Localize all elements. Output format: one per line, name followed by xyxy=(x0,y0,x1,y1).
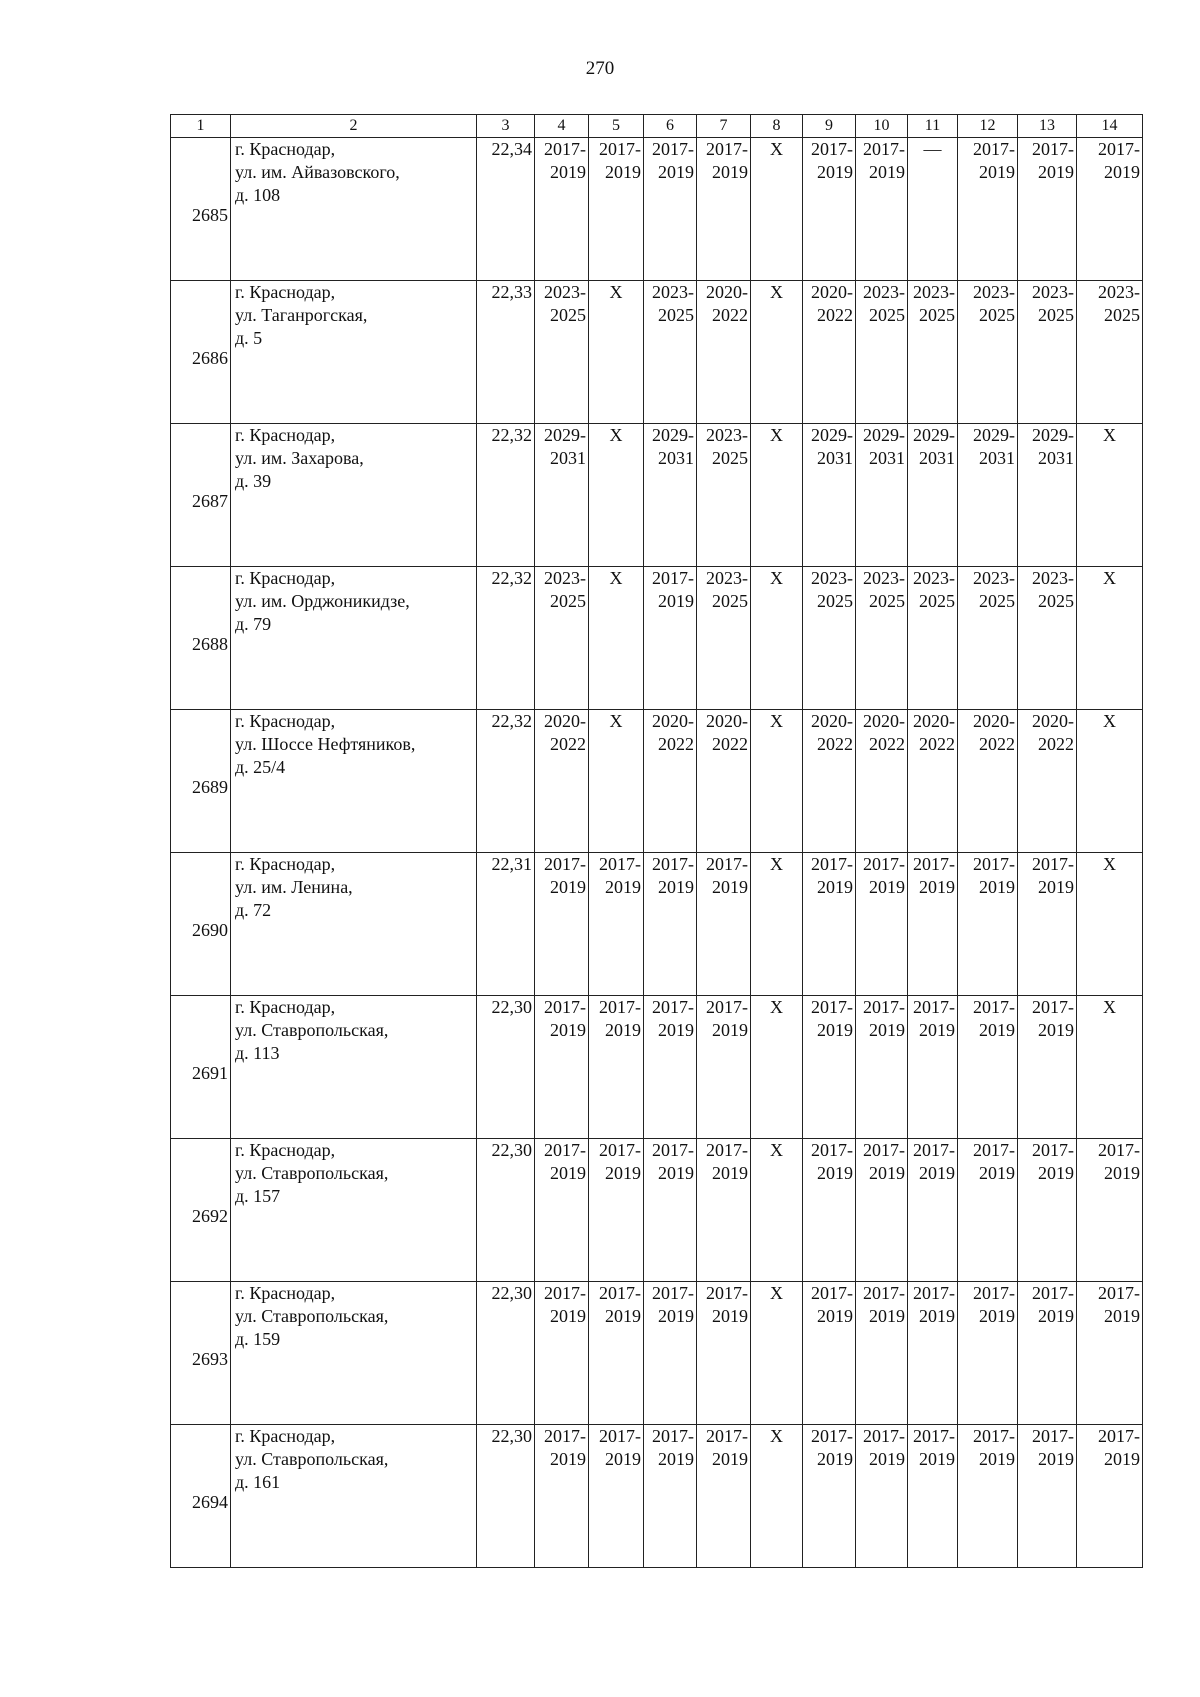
period-value-cell: 2023- 2025 xyxy=(697,567,751,710)
address-line: г. Краснодар, xyxy=(235,997,336,1017)
period-value-cell: 2017- 2019 xyxy=(908,1139,958,1282)
period-value-cell: 2017- 2019 xyxy=(697,853,751,996)
period-value-cell: 2017- 2019 xyxy=(535,138,589,281)
period-value-cell: 2017- 2019 xyxy=(958,1425,1018,1568)
period-value-cell: 2017- 2019 xyxy=(908,996,958,1139)
address-line: д. 108 xyxy=(235,185,281,205)
period-value-cell: 2029- 2031 xyxy=(535,424,589,567)
area-value-cell: 22,30 xyxy=(477,1282,535,1425)
period-value-cell: 2017- 2019 xyxy=(803,1425,856,1568)
row-number-cell xyxy=(171,853,231,996)
period-value-cell: 2023- 2025 xyxy=(644,281,697,424)
period-value-cell: 2017- 2019 xyxy=(908,1425,958,1568)
period-value-cell: 2017- 2019 xyxy=(958,138,1018,281)
period-value-cell: Х xyxy=(1077,567,1143,710)
address-cell xyxy=(231,710,477,853)
address-line: ул. им. Айвазовского, xyxy=(235,162,400,182)
address-line: г. Краснодар, xyxy=(235,1426,336,1446)
column-header: 10 xyxy=(856,115,908,138)
period-value-cell: 2017- 2019 xyxy=(644,996,697,1139)
period-value-cell: 2017- 2019 xyxy=(856,138,908,281)
area-value-cell: 22,30 xyxy=(477,996,535,1139)
row-number: 2693 xyxy=(192,1348,228,1369)
row-number-cell xyxy=(171,996,231,1139)
period-value-cell: 2017- 2019 xyxy=(1018,1425,1077,1568)
area-value-cell: 22,34 xyxy=(477,138,535,281)
table-row xyxy=(171,1425,1143,1568)
period-value-cell: 2017- 2019 xyxy=(856,996,908,1139)
period-value-cell: 2017- 2019 xyxy=(697,1139,751,1282)
period-value-cell: 2017- 2019 xyxy=(1018,996,1077,1139)
address-cell xyxy=(231,1282,477,1425)
period-value-cell: 2017- 2019 xyxy=(644,567,697,710)
page-number: 270 xyxy=(585,58,615,79)
column-header: 1 xyxy=(171,115,231,138)
address-cell xyxy=(231,281,477,424)
period-value-cell: — xyxy=(908,138,958,281)
period-value-cell: 2017- 2019 xyxy=(1077,1139,1143,1282)
column-header: 7 xyxy=(697,115,751,138)
period-value-cell: 2017- 2019 xyxy=(589,1139,644,1282)
area-value-cell: 22,32 xyxy=(477,567,535,710)
period-value-cell: 2017- 2019 xyxy=(697,138,751,281)
period-value-cell: 2023- 2025 xyxy=(908,567,958,710)
period-value-cell: Х xyxy=(589,710,644,853)
address-line: д. 72 xyxy=(235,900,272,920)
period-value-cell: 2017- 2019 xyxy=(856,1139,908,1282)
period-value-cell: 2017- 2019 xyxy=(589,1282,644,1425)
period-value-cell: 2023- 2025 xyxy=(1018,567,1077,710)
period-value-cell: 2017- 2019 xyxy=(535,996,589,1139)
period-value-cell: 2017- 2019 xyxy=(535,1282,589,1425)
period-value-cell: 2017- 2019 xyxy=(697,1425,751,1568)
period-value-cell: 2020- 2022 xyxy=(908,710,958,853)
period-value-cell: 2020- 2022 xyxy=(535,710,589,853)
row-number: 2694 xyxy=(192,1491,228,1512)
period-value-cell: 2017- 2019 xyxy=(697,996,751,1139)
column-header: 8 xyxy=(751,115,803,138)
period-value-cell: 2023- 2025 xyxy=(697,424,751,567)
area-value-cell: 22,32 xyxy=(477,424,535,567)
period-value-cell: 2017- 2019 xyxy=(644,1425,697,1568)
table-row xyxy=(171,138,1143,281)
period-value-cell: 2017- 2019 xyxy=(1077,1425,1143,1568)
address-line: д. 113 xyxy=(235,1043,280,1063)
address-line: г. Краснодар, xyxy=(235,568,336,588)
row-number: 2690 xyxy=(192,919,228,940)
period-value-cell: 2017- 2019 xyxy=(856,853,908,996)
row-number: 2686 xyxy=(192,347,228,368)
column-header: 5 xyxy=(589,115,644,138)
period-value-cell: 2023- 2025 xyxy=(803,567,856,710)
period-value-cell: 2017- 2019 xyxy=(589,138,644,281)
period-value-cell: 2017- 2019 xyxy=(1077,138,1143,281)
period-value-cell: Х xyxy=(751,1282,803,1425)
address-cell xyxy=(231,853,477,996)
area-value-cell: 22,33 xyxy=(477,281,535,424)
period-value-cell: 2017- 2019 xyxy=(958,996,1018,1139)
column-header: 9 xyxy=(803,115,856,138)
period-value-cell: 2017- 2019 xyxy=(908,1282,958,1425)
address-line: д. 157 xyxy=(235,1186,281,1206)
address-line: ул. им. Захарова, xyxy=(235,448,364,468)
period-value-cell: 2017- 2019 xyxy=(958,853,1018,996)
period-value-cell: 2020- 2022 xyxy=(856,710,908,853)
address-line: г. Краснодар, xyxy=(235,282,336,302)
column-header: 4 xyxy=(535,115,589,138)
period-value-cell: 2017- 2019 xyxy=(803,1139,856,1282)
column-header: 14 xyxy=(1077,115,1143,138)
address-line: ул. им. Орджоникидзе, xyxy=(235,591,410,611)
period-value-cell: 2029- 2031 xyxy=(856,424,908,567)
table-body xyxy=(171,115,1143,1568)
address-cell xyxy=(231,138,477,281)
column-header: 3 xyxy=(477,115,535,138)
address-line: д. 5 xyxy=(235,328,263,348)
row-number-cell xyxy=(171,1282,231,1425)
address-cell xyxy=(231,1139,477,1282)
table-row xyxy=(171,1139,1143,1282)
period-value-cell: 2017- 2019 xyxy=(1077,1282,1143,1425)
area-value-cell: 22,30 xyxy=(477,1139,535,1282)
row-number: 2687 xyxy=(192,490,228,511)
address-line: г. Краснодар, xyxy=(235,425,336,445)
column-number-header-row xyxy=(171,115,1143,138)
period-value-cell: Х xyxy=(751,996,803,1139)
period-value-cell: Х xyxy=(751,281,803,424)
period-value-cell: 2029- 2031 xyxy=(644,424,697,567)
table-row xyxy=(171,853,1143,996)
column-header: 2 xyxy=(231,115,477,138)
period-value-cell: 2017- 2019 xyxy=(1018,138,1077,281)
period-value-cell: 2017- 2019 xyxy=(1018,853,1077,996)
address-line: ул. Шоссе Нефтяников, xyxy=(235,734,416,754)
period-value-cell: 2029- 2031 xyxy=(958,424,1018,567)
row-number: 2688 xyxy=(192,633,228,654)
period-value-cell: 2017- 2019 xyxy=(958,1139,1018,1282)
address-line: ул. Ставропольская, xyxy=(235,1449,389,1469)
period-value-cell: Х xyxy=(589,567,644,710)
period-value-cell: 2020- 2022 xyxy=(644,710,697,853)
period-value-cell: 2017- 2019 xyxy=(697,1282,751,1425)
table-row xyxy=(171,710,1143,853)
period-value-cell: Х xyxy=(589,281,644,424)
period-value-cell: 2020- 2022 xyxy=(803,281,856,424)
column-header: 13 xyxy=(1018,115,1077,138)
period-value-cell: 2029- 2031 xyxy=(803,424,856,567)
period-value-cell: 2017- 2019 xyxy=(644,853,697,996)
address-line: д. 79 xyxy=(235,614,272,634)
table-row xyxy=(171,424,1143,567)
area-value-cell: 22,30 xyxy=(477,1425,535,1568)
area-value-cell: 22,32 xyxy=(477,710,535,853)
area-value-cell: 22,31 xyxy=(477,853,535,996)
row-number-cell xyxy=(171,1139,231,1282)
period-value-cell: 2017- 2019 xyxy=(644,1139,697,1282)
address-line: г. Краснодар, xyxy=(235,1283,336,1303)
row-number-cell xyxy=(171,567,231,710)
row-number-cell xyxy=(171,710,231,853)
table-row xyxy=(171,567,1143,710)
period-value-cell: 2023- 2025 xyxy=(856,281,908,424)
period-value-cell: 2017- 2019 xyxy=(589,1425,644,1568)
table-row xyxy=(171,281,1143,424)
period-value-cell: 2017- 2019 xyxy=(856,1425,908,1568)
address-cell xyxy=(231,996,477,1139)
period-value-cell: 2017- 2019 xyxy=(1018,1282,1077,1425)
period-value-cell: 2017- 2019 xyxy=(535,1425,589,1568)
period-value-cell: Х xyxy=(751,710,803,853)
address-line: ул. Ставропольская, xyxy=(235,1306,389,1326)
period-value-cell: 2017- 2019 xyxy=(803,996,856,1139)
address-cell xyxy=(231,424,477,567)
period-value-cell: 2023- 2025 xyxy=(535,567,589,710)
period-value-cell: 2017- 2019 xyxy=(803,853,856,996)
period-value-cell: 2017- 2019 xyxy=(958,1282,1018,1425)
period-value-cell: 2017- 2019 xyxy=(535,1139,589,1282)
address-line: д. 161 xyxy=(235,1472,281,1492)
period-value-cell: 2017- 2019 xyxy=(803,1282,856,1425)
row-number: 2685 xyxy=(192,204,228,225)
period-value-cell: Х xyxy=(751,424,803,567)
period-value-cell: 2029- 2031 xyxy=(908,424,958,567)
address-cell xyxy=(231,1425,477,1568)
row-number-cell xyxy=(171,281,231,424)
period-value-cell: 2023- 2025 xyxy=(958,567,1018,710)
period-value-cell: 2020- 2022 xyxy=(697,710,751,853)
period-value-cell: 2017- 2019 xyxy=(589,996,644,1139)
address-line: ул. им. Ленина, xyxy=(235,877,353,897)
period-value-cell: 2029- 2031 xyxy=(1018,424,1077,567)
period-value-cell: 2023- 2025 xyxy=(535,281,589,424)
row-number-cell xyxy=(171,138,231,281)
period-value-cell: Х xyxy=(1077,424,1143,567)
period-value-cell: 2017- 2019 xyxy=(1018,1139,1077,1282)
table-row xyxy=(171,1282,1143,1425)
row-number-cell xyxy=(171,1425,231,1568)
column-header: 11 xyxy=(908,115,958,138)
period-value-cell: 2023- 2025 xyxy=(908,281,958,424)
period-value-cell: Х xyxy=(751,138,803,281)
address-line: д. 159 xyxy=(235,1329,281,1349)
period-value-cell: Х xyxy=(751,567,803,710)
address-line: г. Краснодар, xyxy=(235,139,336,159)
period-value-cell: 2017- 2019 xyxy=(535,853,589,996)
table-row xyxy=(171,996,1143,1139)
period-value-cell: Х xyxy=(751,853,803,996)
period-value-cell: 2023- 2025 xyxy=(958,281,1018,424)
period-value-cell: 2017- 2019 xyxy=(589,853,644,996)
period-value-cell: 2020- 2022 xyxy=(803,710,856,853)
period-value-cell: 2023- 2025 xyxy=(1018,281,1077,424)
period-value-cell: 2017- 2019 xyxy=(803,138,856,281)
period-value-cell: Х xyxy=(1077,710,1143,853)
period-value-cell: 2020- 2022 xyxy=(1018,710,1077,853)
row-number-cell xyxy=(171,424,231,567)
address-line: д. 39 xyxy=(235,471,272,491)
period-value-cell: 2017- 2019 xyxy=(908,853,958,996)
row-number: 2692 xyxy=(192,1205,228,1226)
address-line: ул. Ставропольская, xyxy=(235,1163,389,1183)
period-value-cell: Х xyxy=(1077,853,1143,996)
period-value-cell: Х xyxy=(751,1425,803,1568)
period-value-cell: 2020- 2022 xyxy=(958,710,1018,853)
address-line: ул. Ставропольская, xyxy=(235,1020,389,1040)
address-line: ул. Таганрогская, xyxy=(235,305,368,325)
register-table xyxy=(170,114,1143,1568)
period-value-cell: Х xyxy=(589,424,644,567)
period-value-cell: Х xyxy=(1077,996,1143,1139)
row-number: 2689 xyxy=(192,776,228,797)
address-line: д. 25/4 xyxy=(235,757,286,777)
column-header: 12 xyxy=(958,115,1018,138)
address-line: г. Краснодар, xyxy=(235,1140,336,1160)
row-number: 2691 xyxy=(192,1062,228,1083)
period-value-cell: 2017- 2019 xyxy=(644,138,697,281)
period-value-cell: Х xyxy=(751,1139,803,1282)
period-value-cell: 2023- 2025 xyxy=(1077,281,1143,424)
period-value-cell: 2017- 2019 xyxy=(856,1282,908,1425)
address-cell xyxy=(231,567,477,710)
period-value-cell: 2017- 2019 xyxy=(644,1282,697,1425)
period-value-cell: 2023- 2025 xyxy=(856,567,908,710)
column-header: 6 xyxy=(644,115,697,138)
address-line: г. Краснодар, xyxy=(235,854,336,874)
address-line: г. Краснодар, xyxy=(235,711,336,731)
period-value-cell: 2020- 2022 xyxy=(697,281,751,424)
